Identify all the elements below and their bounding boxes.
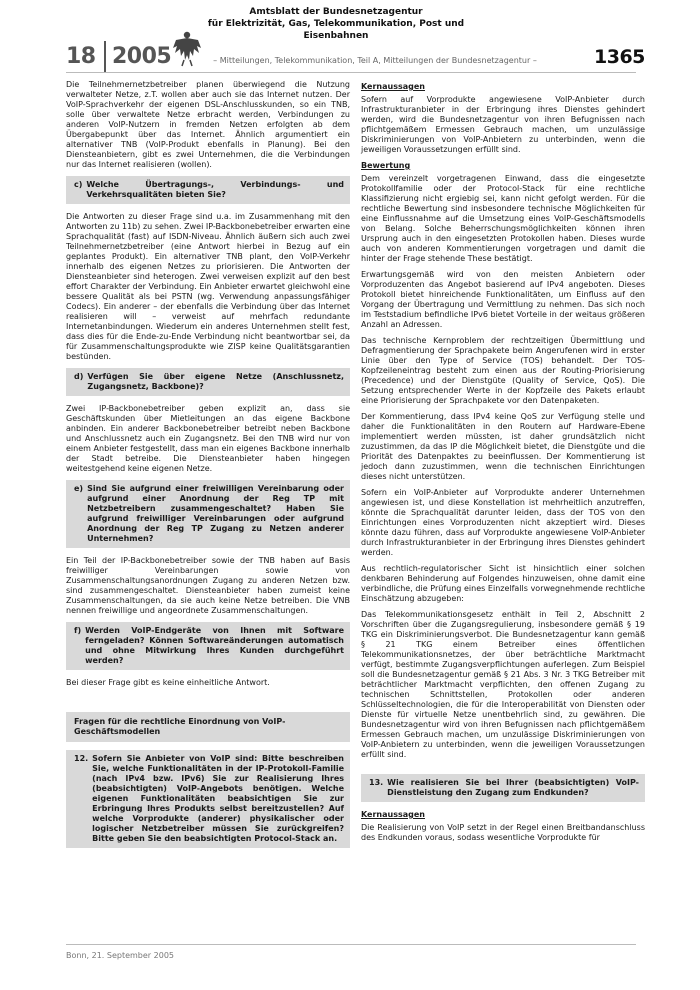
question-text: Wie realisieren Sie bei Ihrer (beabsichtigten) VoIP-Dienstleistung den Zugang zum Endkunden? bbox=[387, 778, 639, 797]
question-label: 12. bbox=[74, 754, 89, 763]
paragraph: Bei dieser Frage gibt es keine einheitliche Antwort. bbox=[66, 678, 270, 687]
paragraph: Ein Teil der IP-Backbonebetreiber sowie der TNB haben auf Basis freiwilliger Vereinbarungen sowie von Zusammenschaltungsanordnungen Zugang zu anderen Netzen bzw. sind zusammengeschaltet. Diensteanbieter haben zumeist keine Zusammenschaltungen, da sie auch keine Netze betreiben. Die VNB nennen freiwillige und angeordnete Zusammenschaltungen. bbox=[66, 556, 350, 615]
question-f bbox=[66, 622, 350, 670]
paragraph: Aus rechtlich-regulatorischer Sicht ist hinsichtlich einer solchen denkbaren Behinderung auf Folgendes hinzuweisen, ohne damit eine verbindliche, die Prüfung eines Einzelfalls vorwegnehmende rechtliche Einschätzung abzugeben: bbox=[361, 564, 645, 603]
journal-title-line1: Amtsblatt der Bundesnetzagentur bbox=[249, 7, 423, 17]
footer-date: Bonn, 21. September 2005 bbox=[66, 951, 174, 960]
issue-year: 2005 bbox=[112, 44, 172, 69]
journal-title-line2: für Elektrizität, Gas, Telekommunikation, Post und Eisenbahnen bbox=[207, 19, 465, 41]
section-heading: Fragen für die rechtliche Einordnung von VoIP-Geschäftsmodellen bbox=[66, 712, 350, 742]
question-text: Sofern Sie Anbieter von VoIP sind: Bitte beschreiben Sie, welche Funktionalitäten in der IP-Protokoll-Familie (nach IPv4 bzw. IPv6) Sie zur Realisierung Ihres (beabsichtigten) VoIP-Angebots benötigen. Welche eigenen Funktionalitäten beabsichtigen Sie zur Erbringung Ihres Produkts selbst bereitzustellen? Auf welche Vorprodukte (anderer) physikalischer oder logischer Netzbetreiber müssen Sie zurückgreifen? Bitte geben Sie den beabsichtigten Protocol-Stack an. bbox=[92, 754, 344, 843]
question-13 bbox=[361, 774, 645, 802]
paragraph: Die Realisierung von VoIP setzt in der Regel einen Breitbandanschluss des Endkunden voraus, sodass wesentliche Vorprodukte für bbox=[361, 823, 645, 842]
journal-subtitle: – Mitteilungen, Telekommunikation, Teil A, Mitteilungen der Bundesnetzagentur – bbox=[213, 56, 537, 65]
subheading-bewertung: Bewertung bbox=[361, 161, 411, 170]
question-label: c) bbox=[74, 180, 83, 189]
page-header bbox=[0, 0, 700, 80]
question-text: Welche Übertragungs-, Verbindungs- und Verkehrsqualitäten bieten Sie? bbox=[86, 180, 344, 199]
question-label: 13. bbox=[369, 778, 384, 787]
question-text: Sind Sie aufgrund einer freiwilligen Vereinbarung oder aufgrund einer Anordnung der Reg TP mit Netzbetreibern zusammengeschaltet? Haben Sie aufgrund freiwilliger Vereinbarungen oder aufgrund Anordnung der Reg TP Zugang zu Netzen anderer Unternehmen? bbox=[87, 484, 344, 543]
subheading-kernaussagen: Kernaussagen bbox=[361, 82, 425, 91]
paragraph: Die Teilnehmernetzbetreiber planen überwiegend die Nutzung verwalteter Netze, z.T. wollen aber auch sie das Internet nutzen. Der VoIP-Sprachverkehr der eigenen DSL-Anschlusskunden, so ein TNB, solle über verwaltete Netze erbracht werden, Verbindungen zu anderen VoIP-Nutzern in fremden Netzen erfolgten ab dem Übergabepunkt über das Internet. Ähnlich argumentiert ein alternativer TNB (VoIP-Produkt ebenfalls in Planung). Bei den Diensteanbietern, gibt es zwei Unternehmen, die die Verbindungen nur das Internet realisieren (wollen). bbox=[66, 80, 350, 169]
paragraph: Die Antworten zu dieser Frage sind u.a. im Zusammenhang mit den Antworten zu 11b) zu sehen. Zwei IP-Backbonebetreiber erwarten eine Sprachqualität (fast) auf ISDN-Niveau. Ähnlich äußern sich auch zwei Teilnehmernetzbetreiber (eine Antwort hierbei in Bezug auf ein geplantes Produkt). Ein alternativer TNB plant, den VoIP-Verkehr innerhalb des eigenen Netzes zu priorisieren. Die Antworten der Diensteanbieter sind heterogen. Zwei verweisen explizit auf den best effort Charakter der Verbindung. Ein Anbieter erwartet gleichwohl eine bessere Qualität als bei PSTN (wg. Verwendung anpassungsfähiger Codecs). Ein anderer – der ebenfalls die Verbindung über das Internet realisieren will – verweist auf mehrfach redundante Internetanbindungen. Wiederum ein anderes Unternehmen stellt fest, dass dies für die Ende-zu-Ende Verbindung nicht beantwortbar sei, da für Zusammenschaltungsprodukte wie ZISP keine Qualitätsgarantien bestünden. bbox=[66, 212, 350, 361]
question-label: f) bbox=[74, 626, 82, 635]
question-text: Verfügen Sie über eigene Netze (Anschlussnetz, Zugangsnetz, Backbone)? bbox=[87, 372, 344, 391]
paragraph: Das technische Kernproblem der rechtzeitigen Übermittlung und Defragmentierung der Sprachpakete beim Angerufenen wird in erster Linie über den Type of Service (TOS) behandelt. Der TOS-Kopfzeileneintrag besteht zum einen aus der Routing-Priorisierung (Precedence) und der Dienstgüte (Quality of Service, QoS). Die Setzung entsprechender Werte in der Kopfzeile des Pakets erlaubt eine Priorisierung der Sprachpakete vor den Datenpaketen. bbox=[361, 336, 645, 405]
question-12 bbox=[66, 750, 350, 848]
question-text: Werden VoIP-Endgeräte von Ihnen mit Software ferngeladen? Können Softwareänderungen automatisch und ohne Mitwirkung Ihres Kunden durchgeführt werden? bbox=[85, 626, 344, 665]
footer-rule bbox=[66, 944, 636, 945]
paragraph: Sofern ein VoIP-Anbieter auf Vorprodukte anderer Unternehmen angewiesen ist, und diese Konstellation ist mehrheitlich anzutreffen, könnte die Sprachqualität darunter leiden, dass der TOS von den Einrichtungen eines Vorproduzenten nicht akzeptiert wird. Dieses könnte dazu führen, dass auf Vorprodukte angewiesene VoIP-Anbieter durch Infrastrukturanbieter in der Erbringung ihres Dienstes gehindert werden. bbox=[361, 488, 645, 557]
question-label: e) bbox=[74, 484, 84, 493]
paragraph: Zwei IP-Backbonebetreiber geben explizit an, dass sie Geschäftskunden über Mietleitungen an das eigene Backbone anbinden. Ein anderer Backbonebetreiber betreibt neben Backbone und Anschlussnetz auch ein Zugangsnetz. Bei den TNB wird nur von einem Anbieter festgestellt, dass man ein eigenes Backbone innerhalb der Stadt betreibe. Die Diensteanbieter haben hingegen weitestgehend keine eigenen Netze. bbox=[66, 404, 350, 473]
paragraph: Erwartungsgemäß wird von den meisten Anbietern oder Vorproduzenten das Angebot basierend auf IPv4 angeboten. Dieses Protokoll bietet hinreichende Funktionalitäten, um Einfluss auf den Vorgang der Übertragung und Vermittlung zu nehmen. Das sich noch im Teststadium befindliche IPv6 bietet Vorteile in der weitaus größeren Anzahl an Adressen. bbox=[361, 270, 645, 329]
subheading-kernaussagen-2: Kernaussagen bbox=[361, 810, 425, 819]
left-column bbox=[66, 80, 350, 856]
question-c bbox=[66, 176, 350, 204]
question-e bbox=[66, 480, 350, 548]
journal-title bbox=[176, 6, 496, 42]
right-column bbox=[361, 80, 645, 849]
header-separator bbox=[104, 41, 106, 73]
paragraph: Der Kommentierung, dass IPv4 keine QoS zur Verfügung stelle und daher die Funktionalitäten in den Routern auf Hardware-Ebene implementiert werden müssten, ist daher grundsätzlich nicht zuzustimmen, da das IP die Möglichkeit bietet, die Dienstgüte und die Priorität des Datenpaktes zu beeinflussen. Der Kommentierung ist jedoch dann zuzustimmen, wenn die technischen Einrichtungen dieses nicht unterstützen. bbox=[361, 412, 645, 481]
question-label: d) bbox=[74, 372, 84, 381]
paragraph: Sofern auf Vorprodukte angewiesene VoIP-Anbieter durch Infrastrukturanbieter in der Erbringung ihres Dienstes gehindert werden, wird die Bundesnetzagentur von ihren Befugnissen nach pflichtgemäßem Ermessen Gebrauch machen, um unzulässige Diskriminierungen von VoIP-Anbietern zu unterbinden, wenn die jeweiligen Voraussetzungen erfüllt sind. bbox=[361, 95, 645, 154]
question-d bbox=[66, 368, 350, 396]
paragraph: Das Telekommunikationsgesetz enthält in Teil 2, Abschnitt 2 Vorschriften über die Zugangsregulierung, insbesondere gemäß § 19 TKG ein Diskriminierungsverbot. Die Bundesnetzagentur kann gemäß § 21 TKG einem Betreiber eines öffentlichen Telekommunikationsnetzes, der über beträchtliche Marktmacht verfügt, bestimmte Zugangsverpflichtungen auferlegen. Zum Beispiel soll die Bundesnetzagentur gemäß § 21 Abs. 3 Nr. 3 TKG Betreiber mit beträchtlicher Marktmacht verpflichten, den offenen Zugang zu technischen Schnittstellen, Protokollen oder anderen Schlüsseltechnologien, die für die Interoperabilität von Diensten oder Dienste für virtuelle Netze unentbehrlich sind, zu gewähren. Die Bundesnetzagentur wird von ihren Befugnissen nach pflichtgemäßem Ermessen Gebrauch machen, um unzulässige Diskriminierungen von VoIP-Anbietern zu unterbinden, wenn die jeweiligen Voraussetzungen erfüllt sind. bbox=[361, 610, 645, 759]
header-rule bbox=[66, 72, 636, 73]
paragraph: Dem vereinzelt vorgetragenen Einwand, dass die eingesetzte Protokollfamilie oder der Protocol-Stack für eine rechtliche Klassifizierung nicht ergiebig sei, kann nicht gefolgt werden. Für die rechtliche Bewertung sind insbesondere technische Möglichkeiten für eine Einflussnahme auf die Umsetzung eines VoIP-Geschäftsmodells von Belang. Solche Beherrschungsmöglichkeiten können ihren Ursprung auch in den eingesetzten Protokollen haben. Dieses wurde auch von anderen Kommentierungen vorgetragen und damit die hinter der Frage stehende These bestätigt. bbox=[361, 174, 645, 263]
page-number-left: 18 bbox=[66, 44, 96, 69]
page-number-right: 1365 bbox=[594, 46, 645, 68]
